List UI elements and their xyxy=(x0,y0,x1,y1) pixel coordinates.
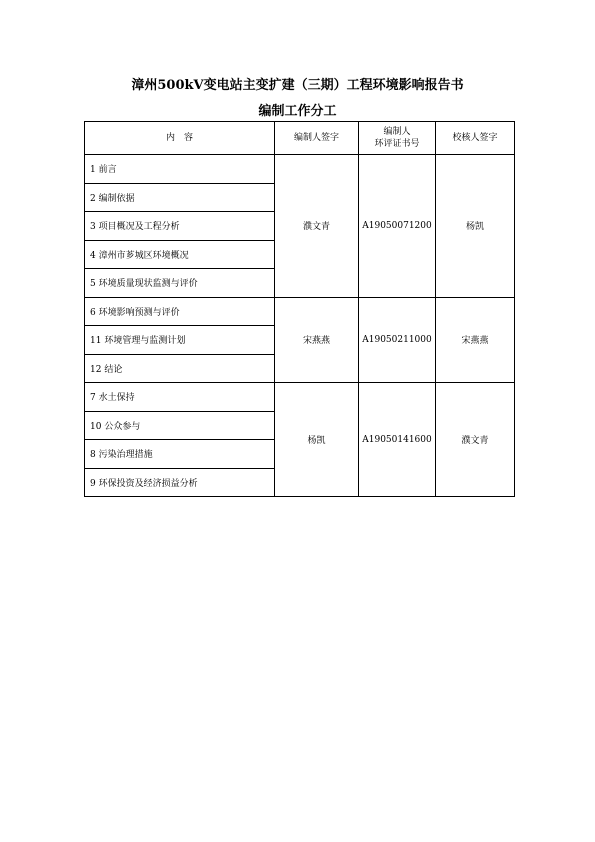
document-title: 漳州500kV变电站主变扩建（三期）工程环境影响报告书 xyxy=(131,78,464,93)
header-cert-line2: 环评证书号 xyxy=(374,139,420,149)
header-author-signature: 编制人签字 xyxy=(275,122,359,155)
table-row xyxy=(85,155,515,184)
work-division-table xyxy=(84,121,515,497)
certificate-number: A19050141600 xyxy=(359,383,436,497)
checker-signature: 濮文青 xyxy=(436,383,515,497)
certificate-number: A19050071200 xyxy=(359,155,436,298)
checker-signature: 宋燕燕 xyxy=(436,297,515,383)
section-item: 9 环保投资及经济损益分析 xyxy=(85,468,275,497)
author-signature: 杨凯 xyxy=(275,383,359,497)
section-item: 8 污染治理措施 xyxy=(85,440,275,469)
header-content: 内 容 xyxy=(85,122,275,155)
section-item: 7 水土保持 xyxy=(85,383,275,412)
section-item: 3 项目概况及工程分析 xyxy=(85,212,275,241)
section-item: 1 前言 xyxy=(85,155,275,184)
author-signature: 濮文青 xyxy=(275,155,359,298)
table-row xyxy=(85,297,515,326)
section-item: 10 公众参与 xyxy=(85,411,275,440)
section-item: 4 漳州市芗城区环境概况 xyxy=(85,240,275,269)
header-certificate-number xyxy=(359,122,436,155)
section-item: 11 环境管理与监测计划 xyxy=(85,326,275,355)
table-row xyxy=(85,383,515,412)
header-cert-line1: 编制人 xyxy=(383,127,411,137)
checker-signature: 杨凯 xyxy=(436,155,515,298)
section-item: 2 编制依据 xyxy=(85,183,275,212)
document-subtitle: 编制工作分工 xyxy=(258,104,337,119)
header-checker-signature: 校核人签字 xyxy=(436,122,515,155)
author-signature: 宋燕燕 xyxy=(275,297,359,383)
certificate-number: A19050211000 xyxy=(359,297,436,383)
section-item: 12 结论 xyxy=(85,354,275,383)
section-item: 6 环境影响预测与评价 xyxy=(85,297,275,326)
section-item: 5 环境质量现状监测与评价 xyxy=(85,269,275,298)
table-header-row xyxy=(85,122,515,155)
